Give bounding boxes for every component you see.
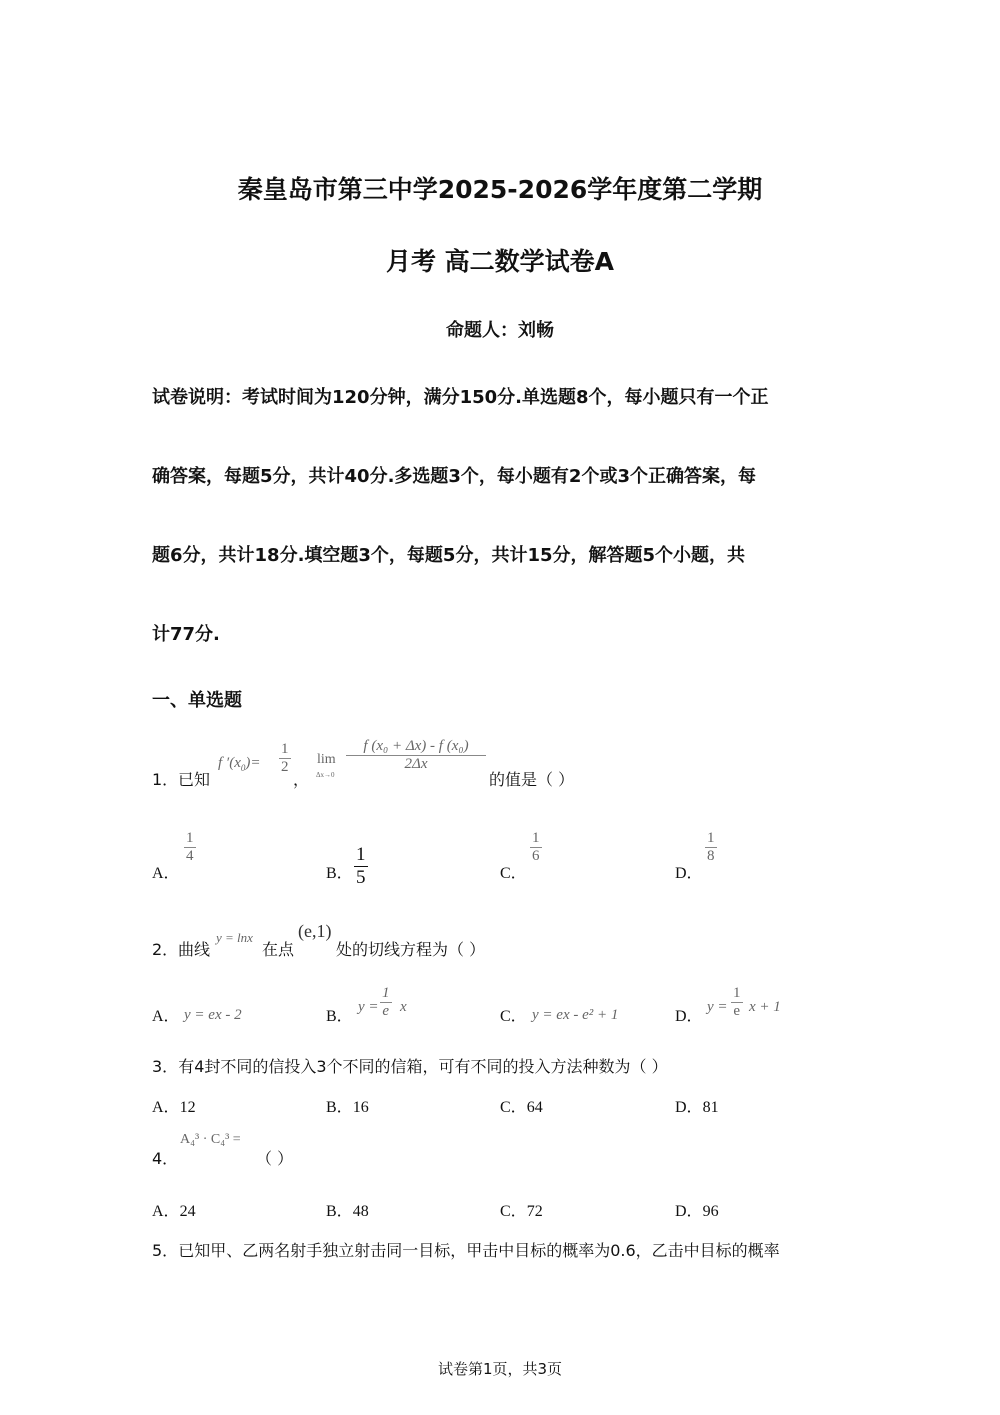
option-fraction: $\frac{1}{e}$	[733, 985, 741, 1019]
q3-options	[152, 1094, 852, 1118]
question-text: 有4封不同的信投入3个不同的信箱，可有不同的投入方法种数为（ ）	[178, 1057, 668, 1076]
option-label: A．	[152, 865, 180, 882]
question-prefix: 已知	[178, 770, 211, 789]
option-label: D．	[675, 865, 703, 882]
option-fraction: $\frac{1}{5}$	[356, 844, 366, 888]
option-d[interactable]: D．81	[675, 1099, 719, 1116]
option-c[interactable]: C．64	[500, 1099, 543, 1116]
question-5	[152, 1238, 780, 1261]
question-suffix: 的值是（ ）	[489, 770, 575, 789]
description-line-2: 确答案，每题5分，共计40分.多选题3个，每小题有2个或3个正确答案，每	[152, 466, 756, 487]
question-number: 3．	[152, 1057, 179, 1076]
description-line-4: 计77分.	[152, 624, 220, 645]
page-footer: 试卷第1页，共3页	[437, 1360, 563, 1378]
condition-lhs: f $'(x_0)=$	[218, 755, 261, 773]
question-2	[152, 921, 852, 965]
permutation-expression: A₄³ · C₄³ =	[180, 1132, 241, 1147]
question-suffix: 处的切线方程为（ ）	[336, 940, 486, 959]
exam-author: 命题人：刘畅	[446, 320, 554, 341]
option-c[interactable]: C．72	[500, 1203, 543, 1220]
limit-expression: $\frac{\text{f (x₀ + Δx) - f (x₀)}}{2\Delta x}$	[346, 738, 486, 773]
question-mid-text: 在点	[262, 940, 295, 959]
option-fraction: $\frac{1}{8}$	[707, 830, 715, 864]
question-text: 已知甲、乙两名射手独立射击同一目标，甲击中目标的概率为0.6，乙击中目标的概率	[178, 1241, 780, 1260]
limit-symbol: lim	[317, 752, 336, 767]
q1-options	[152, 830, 852, 890]
option-lhs: y =	[707, 999, 728, 1015]
option-rhs: x + 1	[749, 999, 781, 1015]
option-label: A．	[152, 1008, 180, 1025]
curve-equation: y = lnx	[216, 930, 253, 945]
condition-fraction: $\frac{1}{2}$	[281, 741, 289, 775]
option-a[interactable]: A．12	[152, 1099, 196, 1116]
option-fraction: $\frac{1}{4}$	[186, 830, 194, 864]
q4-options	[152, 1198, 852, 1222]
question-number: 4．	[152, 1149, 179, 1168]
option-label: B．	[326, 1008, 353, 1025]
option-label: D．	[675, 1008, 703, 1025]
option-a[interactable]: A．24	[152, 1203, 196, 1220]
tangent-point: (e,1)	[298, 921, 332, 941]
option-lhs: y =	[358, 999, 379, 1015]
question-4	[152, 1130, 552, 1170]
option-expression: y = ex - 2	[184, 1007, 242, 1023]
question-number: 5．	[152, 1241, 179, 1260]
option-rhs: x	[400, 999, 407, 1015]
option-label: C．	[500, 1008, 527, 1025]
exam-title-line1: 秦皇岛市第三中学2025-2026学年度第二学期	[237, 175, 763, 204]
limit-subscript: Δx→0	[316, 771, 335, 779]
question-prefix: 曲线	[178, 940, 211, 959]
option-label: B．	[326, 865, 353, 882]
option-fraction: $\frac{1}{e}$	[382, 985, 390, 1019]
option-fraction: $\frac{1}{6}$	[532, 830, 540, 864]
question-suffix: （ ）	[256, 1149, 294, 1168]
separator: ，	[293, 770, 310, 789]
option-d[interactable]: D．96	[675, 1203, 719, 1220]
description-line-1: 试卷说明：考试时间为120分钟，满分150分.单选题8个，每小题只有一个正	[152, 387, 769, 408]
question-number: 2．	[152, 940, 179, 959]
option-label: C．	[500, 865, 527, 882]
option-expression: y = ex - e² + 1	[532, 1007, 619, 1023]
option-b[interactable]: B．16	[326, 1099, 369, 1116]
section-heading-single-choice: 一、单选题	[152, 690, 242, 711]
option-b[interactable]: B．48	[326, 1203, 369, 1220]
question-3	[152, 1054, 668, 1077]
exam-title-line2: 月考 高二数学试卷A	[385, 247, 615, 276]
description-line-3: 题6分，共计18分.填空题3个，每题5分，共计15分，解答题5个小题，共	[152, 545, 746, 566]
q2-options	[152, 985, 852, 1035]
question-number: 1．	[152, 770, 179, 789]
